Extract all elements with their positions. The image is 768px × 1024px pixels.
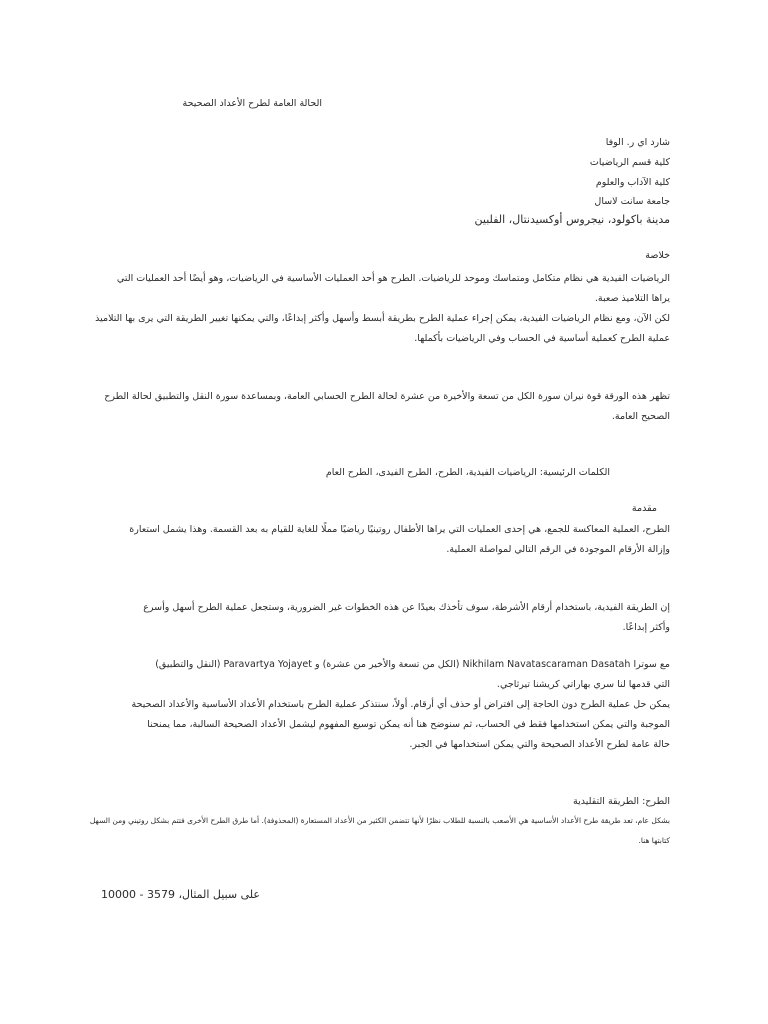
sutra-1: Nikhilam Navatascaraman Dasatah	[462, 659, 631, 670]
abstract-paragraph-1	[95, 269, 670, 349]
text-line: الموجبة والتي يمكن استخدامها فقط في الحساب، ثم سنوضح هنا أنه يمكن توسيع المفهوم ليشمل الأعداد الصحيحة السالبة، مما يمنحنا	[147, 719, 670, 730]
text-line: الصحيح العامة.	[611, 411, 670, 422]
text-line: يمكن حل عملية الطرح دون الحاجة إلى افتراض أو حذف أي أرقام. أولاً، سنتذكر عملية الطرح باستخدام الأعداد الأساسية والأعداد الصحيحة	[131, 699, 670, 710]
text-line: حالة عامة لطرح الأعداد الصحيحة والتي يمكن استخدامها في الجبر.	[409, 739, 670, 750]
text-line: وإزالة الأرقام الموجودة في الرقم التالي لمواصلة العملية.	[446, 544, 670, 555]
traditional-paragraph	[60, 811, 670, 851]
sutra-1-gloss: (الكل من تسعة والأخير من عشرة) و	[314, 659, 460, 670]
text-line: وأكثر إبداعًا.	[622, 622, 670, 633]
text-line: الطرح، العملية المعاكسة للجمع، هي إحدى العمليات التي يراها الأطفال روتينيًا رياضيًا مملًا للغاية للقيام به بعد القسمة. وهذا يشمل استعارة	[129, 524, 670, 535]
author-name: شارد اي ر. الوفا	[605, 137, 670, 148]
text-line: كتابتها هنا.	[638, 836, 670, 845]
sutra-2: Paravartya Yojayet	[223, 659, 312, 670]
text-line: بشكل عام، تعد طريقة طرح الأعداد الأساسية هي الأصعب بالنسبة للطلاب نظرًا لأنها تتضمن الكثير من الأعداد المستعارة (المحذوفة). أما طرق الطرح الأخرى فتتم بشكل روتيني ومن السهل	[89, 816, 670, 825]
sutra-prefix: مع سوترا	[633, 659, 670, 670]
abstract-paragraph-2	[100, 387, 670, 427]
text-line: إن الطريقة الفيدية، باستخدام أرقام الأشرطة، سوف تأخذك بعيدًا عن هذه الخطوات غير الضرورية، وستجعل عملية الطرح أسهل وأسرع	[143, 602, 670, 613]
author-city: مدينة باكولود، نيجروس أوكسيدنتال، الفلبين	[474, 213, 670, 226]
author-college: كلية الآداب والعلوم	[595, 177, 670, 188]
example-line	[98, 888, 260, 902]
intro-paragraph-3	[100, 655, 670, 755]
text-line: تظهر هذه الورقة قوة نيران سورة الكل من تسعة والأخيرة من عشرة لحالة الطرح الحسابي العامة، وبمساعدة سورة النقل والتطبيق لحالة الطرح	[104, 391, 670, 402]
intro-paragraph-2	[100, 598, 670, 638]
paper-title: الحالة العامة لطرح الأعداد الصحيحة	[182, 98, 322, 109]
text-line: لكن الآن، ومع نظام الرياضيات الفيدية، يمكن إجراء عملية الطرح بطريقة أبسط وأسهل وأكثر إبداعًا، والتي يمكنها تغيير الطريقة التي يرى بها التلاميذ	[95, 313, 670, 324]
intro-paragraph-1	[100, 520, 670, 560]
text-line: التي قدمها لنا سري بهاراتي كريشنا تيرثاجي.	[496, 679, 670, 690]
keywords: الكلمات الرئيسية: الرياضيات الفيدية، الطرح، الطرح الفيدى، الطرح العام	[325, 467, 610, 478]
text-line: عملية الطرح كعملية أساسية في الحساب وفي الرياضيات بأكملها.	[414, 333, 670, 344]
text-line: يراها التلاميذ صعبة.	[594, 293, 670, 304]
author-department: كلية قسم الرياضيات	[589, 157, 670, 168]
intro-heading: مقدمة	[631, 503, 657, 514]
abstract-heading: خلاصة	[645, 250, 670, 261]
text-line	[100, 655, 670, 675]
traditional-heading: الطرح: الطريقة التقليدية	[573, 796, 670, 807]
author-university: جامعة سانت لاسال	[594, 196, 670, 207]
text-line: الرياضيات الفيدية هي نظام متكامل ومتماسك وموحد للرياضيات. الطرح هو أحد العمليات الأساسية في الرياضيات، وهو أيضًا أحد العمليات التي	[116, 273, 670, 284]
example-expression: 10000 - 3579	[101, 888, 175, 901]
sutra-2-gloss: (النقل والتطبيق)	[155, 659, 221, 670]
example-label: على سبيل المثال،	[178, 888, 260, 901]
